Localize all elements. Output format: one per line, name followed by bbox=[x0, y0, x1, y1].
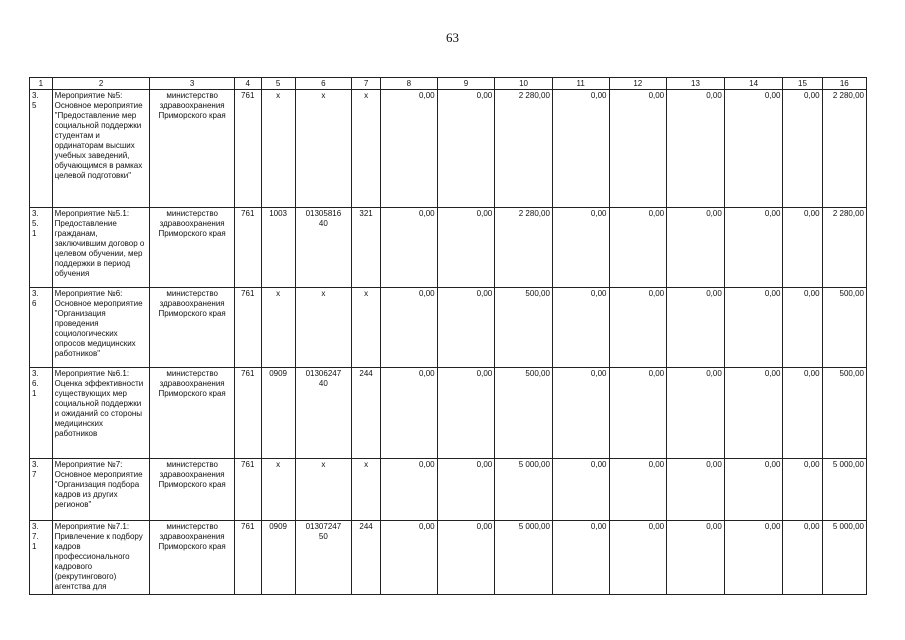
col-5-cell: х bbox=[261, 90, 295, 208]
header-cell: 4 bbox=[234, 78, 261, 90]
col-13-cell: 0,00 bbox=[667, 90, 725, 208]
col-15-cell: 0,00 bbox=[783, 288, 822, 368]
col-15-cell: 0,00 bbox=[783, 208, 822, 288]
col-8-cell: 0,00 bbox=[381, 459, 438, 521]
col-7-cell: х bbox=[352, 288, 381, 368]
col-4-cell: 761 bbox=[234, 521, 261, 595]
row-number-cell: 3. 5. 1 bbox=[30, 208, 53, 288]
col-5-cell: х bbox=[261, 459, 295, 521]
col-13-cell: 0,00 bbox=[667, 208, 725, 288]
col-14-cell: 0,00 bbox=[724, 90, 783, 208]
event-name-cell: Мероприятие №6: Основное мероприятие "Организация проведения социологических опросов медицинских работников" bbox=[52, 288, 150, 368]
header-cell: 2 bbox=[52, 78, 150, 90]
col-10-cell: 2 280,00 bbox=[495, 90, 553, 208]
col-12-cell: 0,00 bbox=[609, 459, 667, 521]
row-number-cell: 3. 5 bbox=[30, 90, 53, 208]
col-8-cell: 0,00 bbox=[381, 521, 438, 595]
row-number-cell: 3. 6 bbox=[30, 288, 53, 368]
event-name-cell: Мероприятие №5.1: Предоставление гражданам, заключившим договор о целевом обучении, мер поддержки в период обучения bbox=[52, 208, 150, 288]
col-7-cell: 244 bbox=[352, 368, 381, 459]
col-12-cell: 0,00 bbox=[609, 90, 667, 208]
col-12-cell: 0,00 bbox=[609, 521, 667, 595]
row-number-cell: 3. 6. 1 bbox=[30, 368, 53, 459]
col-13-cell: 0,00 bbox=[667, 368, 725, 459]
col-10-cell: 500,00 bbox=[495, 288, 553, 368]
header-cell: 1 bbox=[30, 78, 53, 90]
executor-cell: министерство здравоохранения Приморского края bbox=[150, 90, 234, 208]
event-name-cell: Мероприятие №7: Основное мероприятие "Организация подбора кадров из других регионов" bbox=[52, 459, 150, 521]
col-7-cell: 321 bbox=[352, 208, 381, 288]
col-5-cell: х bbox=[261, 288, 295, 368]
col-11-cell: 0,00 bbox=[552, 521, 609, 595]
col-14-cell: 0,00 bbox=[724, 288, 783, 368]
table-row bbox=[30, 459, 867, 521]
col-6-cell: х bbox=[295, 288, 352, 368]
header-cell: 16 bbox=[822, 78, 866, 90]
col-5-cell: 0909 bbox=[261, 368, 295, 459]
col-7-cell: х bbox=[352, 90, 381, 208]
table-row bbox=[30, 368, 867, 459]
col-13-cell: 0,00 bbox=[667, 521, 725, 595]
col-16-cell: 2 280,00 bbox=[822, 208, 866, 288]
col-9-cell: 0,00 bbox=[437, 368, 495, 459]
executor-cell: министерство здравоохранения Приморского края bbox=[150, 208, 234, 288]
col-12-cell: 0,00 bbox=[609, 368, 667, 459]
col-14-cell: 0,00 bbox=[724, 521, 783, 595]
col-10-cell: 500,00 bbox=[495, 368, 553, 459]
header-cell: 10 bbox=[495, 78, 553, 90]
col-16-cell: 2 280,00 bbox=[822, 90, 866, 208]
col-13-cell: 0,00 bbox=[667, 459, 725, 521]
col-15-cell: 0,00 bbox=[783, 521, 822, 595]
col-6-cell: х bbox=[295, 90, 352, 208]
col-8-cell: 0,00 bbox=[381, 368, 438, 459]
col-13-cell: 0,00 bbox=[667, 288, 725, 368]
table-row bbox=[30, 288, 867, 368]
col-12-cell: 0,00 bbox=[609, 288, 667, 368]
col-10-cell: 2 280,00 bbox=[495, 208, 553, 288]
col-14-cell: 0,00 bbox=[724, 208, 783, 288]
header-cell: 12 bbox=[609, 78, 667, 90]
executor-cell: министерство здравоохранения Приморского края bbox=[150, 521, 234, 595]
header-cell: 3 bbox=[150, 78, 234, 90]
col-7-cell: 244 bbox=[352, 521, 381, 595]
header-cell: 7 bbox=[352, 78, 381, 90]
col-11-cell: 0,00 bbox=[552, 288, 609, 368]
col-6-cell: 01306247 40 bbox=[295, 368, 352, 459]
col-9-cell: 0,00 bbox=[437, 208, 495, 288]
header-cell: 11 bbox=[552, 78, 609, 90]
col-14-cell: 0,00 bbox=[724, 459, 783, 521]
header-cell: 13 bbox=[667, 78, 725, 90]
col-9-cell: 0,00 bbox=[437, 288, 495, 368]
header-cell: 15 bbox=[783, 78, 822, 90]
table-header-row bbox=[30, 78, 867, 90]
col-10-cell: 5 000,00 bbox=[495, 521, 553, 595]
event-name-cell: Мероприятие №6.1: Оценка эффективности существующих мер социальной поддержки и ожиданий со стороны медицинских работников bbox=[52, 368, 150, 459]
col-4-cell: 761 bbox=[234, 90, 261, 208]
col-16-cell: 500,00 bbox=[822, 288, 866, 368]
col-4-cell: 761 bbox=[234, 288, 261, 368]
col-9-cell: 0,00 bbox=[437, 459, 495, 521]
col-6-cell: х bbox=[295, 459, 352, 521]
col-4-cell: 761 bbox=[234, 208, 261, 288]
page-number: 63 bbox=[446, 30, 459, 45]
col-16-cell: 500,00 bbox=[822, 368, 866, 459]
event-name-cell: Мероприятие №5: Основное мероприятие "Предоставление мер социальной поддержки студентам и ординаторам высших учебных заведений, обучающимся в рамках целевой подготовки" bbox=[52, 90, 150, 208]
table-row bbox=[30, 521, 867, 595]
header-cell: 9 bbox=[437, 78, 495, 90]
col-5-cell: 0909 bbox=[261, 521, 295, 595]
col-6-cell: 01307247 50 bbox=[295, 521, 352, 595]
col-15-cell: 0,00 bbox=[783, 459, 822, 521]
event-name-cell: Мероприятие №7.1: Привлечение к подбору кадров профессионального кадрового (рекрутингового) агентства для bbox=[52, 521, 150, 595]
col-12-cell: 0,00 bbox=[609, 208, 667, 288]
col-9-cell: 0,00 bbox=[437, 90, 495, 208]
col-9-cell: 0,00 bbox=[437, 521, 495, 595]
col-8-cell: 0,00 bbox=[381, 90, 438, 208]
col-7-cell: х bbox=[352, 459, 381, 521]
col-14-cell: 0,00 bbox=[724, 368, 783, 459]
col-11-cell: 0,00 bbox=[552, 368, 609, 459]
row-number-cell: 3. 7 bbox=[30, 459, 53, 521]
executor-cell: министерство здравоохранения Приморского края bbox=[150, 288, 234, 368]
header-cell: 5 bbox=[261, 78, 295, 90]
col-16-cell: 5 000,00 bbox=[822, 459, 866, 521]
col-15-cell: 0,00 bbox=[783, 90, 822, 208]
col-16-cell: 5 000,00 bbox=[822, 521, 866, 595]
header-cell: 8 bbox=[381, 78, 438, 90]
row-number-cell: 3. 7. 1 bbox=[30, 521, 53, 595]
header-cell: 14 bbox=[724, 78, 783, 90]
table-row bbox=[30, 90, 867, 208]
budget-table bbox=[29, 77, 867, 595]
col-8-cell: 0,00 bbox=[381, 288, 438, 368]
col-11-cell: 0,00 bbox=[552, 459, 609, 521]
col-11-cell: 0,00 bbox=[552, 208, 609, 288]
col-11-cell: 0,00 bbox=[552, 90, 609, 208]
col-5-cell: 1003 bbox=[261, 208, 295, 288]
executor-cell: министерство здравоохранения Приморского края bbox=[150, 459, 234, 521]
col-8-cell: 0,00 bbox=[381, 208, 438, 288]
executor-cell: министерство здравоохранения Приморского края bbox=[150, 368, 234, 459]
table-row bbox=[30, 208, 867, 288]
col-6-cell: 01305816 40 bbox=[295, 208, 352, 288]
col-15-cell: 0,00 bbox=[783, 368, 822, 459]
col-4-cell: 761 bbox=[234, 368, 261, 459]
col-10-cell: 5 000,00 bbox=[495, 459, 553, 521]
col-4-cell: 761 bbox=[234, 459, 261, 521]
header-cell: 6 bbox=[295, 78, 352, 90]
